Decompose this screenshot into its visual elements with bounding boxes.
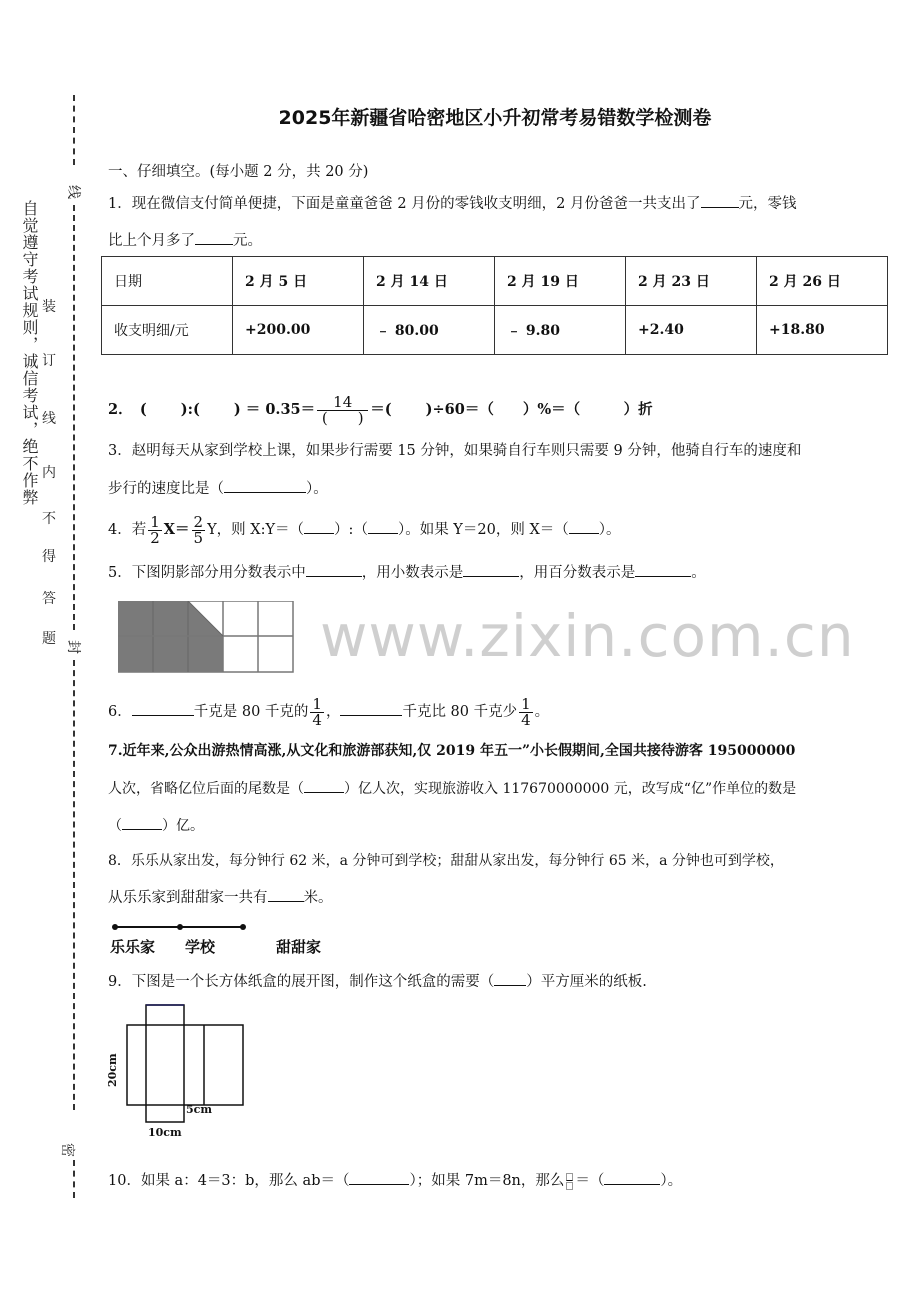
fraction-denominator: 5 bbox=[193, 528, 204, 547]
question-text: 比上个月多了 bbox=[108, 233, 195, 249]
question-text: ）亿人次，实现旅游收入 117670000000 元，改写成“亿”作单位的数是 bbox=[344, 781, 797, 797]
margin-char: 装 bbox=[42, 299, 56, 315]
fraction bbox=[192, 512, 206, 547]
answer-blank[interactable] bbox=[463, 562, 519, 577]
question-3-line-2 bbox=[108, 478, 328, 499]
question-7-line-1: 7.近年来,公众出游热情高涨,从文化和旅游部获知,仅 2019 年五一”小长假期间,全国共接待游客 195000000 bbox=[108, 743, 796, 759]
fraction-numerator: 14 bbox=[317, 395, 368, 411]
question-text: 人次，省略亿位后面的尾数是（ bbox=[108, 781, 304, 797]
question-5 bbox=[108, 562, 706, 583]
question-text: ， bbox=[325, 704, 341, 720]
question-7-line-2 bbox=[108, 778, 796, 799]
answer-blank[interactable] bbox=[340, 701, 402, 716]
question-text: ）。 bbox=[306, 481, 328, 497]
question-6 bbox=[108, 690, 549, 734]
question-9 bbox=[108, 971, 647, 992]
answer-blank[interactable] bbox=[635, 562, 691, 577]
question-text: ）:（ bbox=[334, 522, 368, 538]
answer-blank[interactable] bbox=[494, 971, 526, 986]
diagram-label-tiantian-home: 甜甜家 bbox=[276, 938, 322, 956]
fraction-numerator: 1 bbox=[312, 694, 322, 713]
answer-blank[interactable] bbox=[268, 887, 304, 902]
fraction-denominator: ( ) bbox=[321, 408, 364, 427]
table-cell: 2 月 23 日 bbox=[626, 257, 757, 306]
answer-blank[interactable] bbox=[604, 1170, 660, 1185]
label-depth-5cm: 5cm bbox=[186, 1103, 212, 1116]
question-text: 2． ( ):( ) ＝ 0.35＝ bbox=[108, 401, 316, 418]
binding-dash-line bbox=[73, 205, 75, 630]
question-text: ）；如果 7m＝8n，那么 bbox=[409, 1173, 565, 1189]
table-cell: ﹣ 9.80 bbox=[495, 306, 626, 355]
binding-dash-line bbox=[73, 1160, 75, 1198]
label-height-20cm: 20cm bbox=[106, 1053, 119, 1087]
question-text: 从乐乐家到甜甜家一共有 bbox=[108, 890, 268, 906]
page-title: 2025年新疆省哈密地区小升初常考易错数学检测卷 bbox=[278, 107, 712, 129]
question-text: X＝ bbox=[163, 521, 190, 538]
question-8-line-2 bbox=[108, 887, 333, 908]
diagram-label-lele-home: 乐乐家 bbox=[110, 938, 156, 956]
question-8-line-1: 8．乐乐从家出发，每分钟行 62 米，a 分钟可到学校；甜甜从家出发，每分钟行 65 米，a 分钟也可到学校， bbox=[108, 853, 784, 869]
fraction-numerator: 1 bbox=[150, 512, 160, 531]
question-text: 6． bbox=[108, 704, 132, 720]
answer-blank[interactable] bbox=[304, 778, 344, 793]
question-text: 元，零钱 bbox=[738, 196, 797, 212]
fraction bbox=[519, 694, 533, 729]
answer-blank[interactable] bbox=[224, 478, 306, 493]
margin-char: 不 bbox=[42, 511, 56, 527]
answer-blank[interactable] bbox=[701, 193, 739, 208]
box-net-diagram bbox=[110, 1000, 250, 1125]
fraction-denominator: 2 bbox=[150, 528, 160, 547]
question-7-line-3 bbox=[108, 815, 204, 836]
table-cell: 日期 bbox=[102, 257, 233, 306]
question-text: 米。 bbox=[303, 890, 333, 906]
question-1-line-1 bbox=[108, 193, 797, 214]
question-text: ）亿。 bbox=[162, 818, 204, 834]
question-10 bbox=[108, 1170, 682, 1191]
diagram-label-school: 学校 bbox=[185, 938, 216, 956]
section-heading: 一、仔细填空。(每小题 2 分，共 20 分) bbox=[108, 164, 369, 180]
answer-blank[interactable] bbox=[306, 562, 362, 577]
question-text: ＝( )÷60＝（ ）%＝（ ）折 bbox=[370, 401, 653, 418]
margin-char: 内 bbox=[42, 465, 56, 481]
binding-label-mi: 密 bbox=[59, 1143, 75, 1157]
margin-char: 答 bbox=[42, 591, 56, 607]
binding-dash-line bbox=[73, 660, 75, 1110]
table-row bbox=[102, 306, 888, 355]
table-cell: 收支明细/元 bbox=[102, 306, 233, 355]
margin-char: 题 bbox=[42, 631, 56, 647]
fraction-denominator: 4 bbox=[312, 710, 322, 729]
exam-integrity-notice: 自觉遵守考试规则，诚信考试，绝不作弊 bbox=[20, 200, 39, 506]
question-text: 1．现在微信支付简单便捷，下面是童童爸爸 2 月份的零钱收支明细，2 月份爸爸一共支出了 bbox=[108, 196, 701, 212]
question-text: Y，则 X:Y＝（ bbox=[207, 522, 305, 538]
shaded-grid-figure bbox=[118, 601, 294, 673]
question-text: ）。 bbox=[598, 522, 621, 538]
question-text: ）平方厘米的纸板. bbox=[526, 974, 647, 990]
margin-char: 线 bbox=[42, 411, 56, 427]
table-cell: +2.40 bbox=[626, 306, 757, 355]
answer-blank[interactable] bbox=[122, 815, 162, 830]
question-text: 5．下图阴影部分用分数表示中 bbox=[108, 565, 306, 581]
fraction bbox=[310, 694, 324, 729]
question-text: ）。 bbox=[660, 1173, 683, 1189]
transaction-table bbox=[101, 256, 888, 355]
answer-blank[interactable] bbox=[304, 519, 334, 534]
fraction-numerator: 1 bbox=[521, 694, 531, 713]
fraction-denominator: 4 bbox=[521, 710, 531, 729]
question-text: 步行的速度比是（ bbox=[108, 481, 224, 497]
fraction-numerator: 2 bbox=[193, 512, 204, 531]
question-text: 千克是 80 千克的 bbox=[193, 704, 309, 720]
question-text: 。 bbox=[691, 565, 706, 581]
question-text: 4．若 bbox=[108, 522, 147, 538]
binding-label-xian: 线 bbox=[65, 185, 81, 199]
question-text: 9．下图是一个长方体纸盒的展开图，制作这个纸盒的需要（ bbox=[108, 974, 495, 990]
answer-blank[interactable] bbox=[368, 519, 398, 534]
answer-blank[interactable] bbox=[349, 1170, 409, 1185]
watermark: www.zixin.com.cn bbox=[320, 602, 855, 670]
question-text: 元。 bbox=[233, 233, 262, 249]
question-text: 10．如果 a：4＝3：b，那么 ab＝（ bbox=[108, 1173, 350, 1189]
fraction-placeholder bbox=[566, 1173, 573, 1190]
question-2 bbox=[108, 390, 653, 430]
margin-char: 订 bbox=[42, 353, 56, 369]
table-cell: 2 月 5 日 bbox=[233, 257, 364, 306]
binding-label-feng: 封 bbox=[65, 640, 81, 654]
answer-blank[interactable] bbox=[195, 230, 233, 245]
question-3-line-1: 3．赵明每天从家到学校上课，如果步行需要 15 分钟，如果骑自行车则只需要 9 分钟，他骑自行车的速度和 bbox=[108, 443, 802, 459]
answer-blank[interactable] bbox=[132, 701, 194, 716]
margin-char: 得 bbox=[42, 549, 56, 565]
question-text: ，用百分数表示是 bbox=[519, 565, 636, 581]
question-text: ，用小数表示是 bbox=[361, 565, 464, 581]
table-row bbox=[102, 257, 888, 306]
table-cell: 2 月 26 日 bbox=[757, 257, 888, 306]
question-4 bbox=[108, 508, 621, 552]
question-1-line-2 bbox=[108, 230, 262, 251]
question-text: ）。如果 Y＝20，则 X＝（ bbox=[397, 522, 569, 538]
question-text: 千克比 80 千克少 bbox=[402, 704, 518, 720]
table-cell: 2 月 14 日 bbox=[364, 257, 495, 306]
question-text: 。 bbox=[534, 704, 550, 720]
label-width-10cm: 10cm bbox=[148, 1126, 182, 1139]
fraction bbox=[148, 512, 162, 547]
answer-blank[interactable] bbox=[569, 519, 599, 534]
table-cell: +200.00 bbox=[233, 306, 364, 355]
question-text: ＝（ bbox=[575, 1173, 605, 1189]
distance-line-diagram bbox=[110, 920, 250, 934]
table-cell: 2 月 19 日 bbox=[495, 257, 626, 306]
table-cell: +18.80 bbox=[757, 306, 888, 355]
question-text: （ bbox=[108, 818, 122, 834]
table-cell: ﹣ 80.00 bbox=[364, 306, 495, 355]
fraction bbox=[317, 392, 368, 427]
